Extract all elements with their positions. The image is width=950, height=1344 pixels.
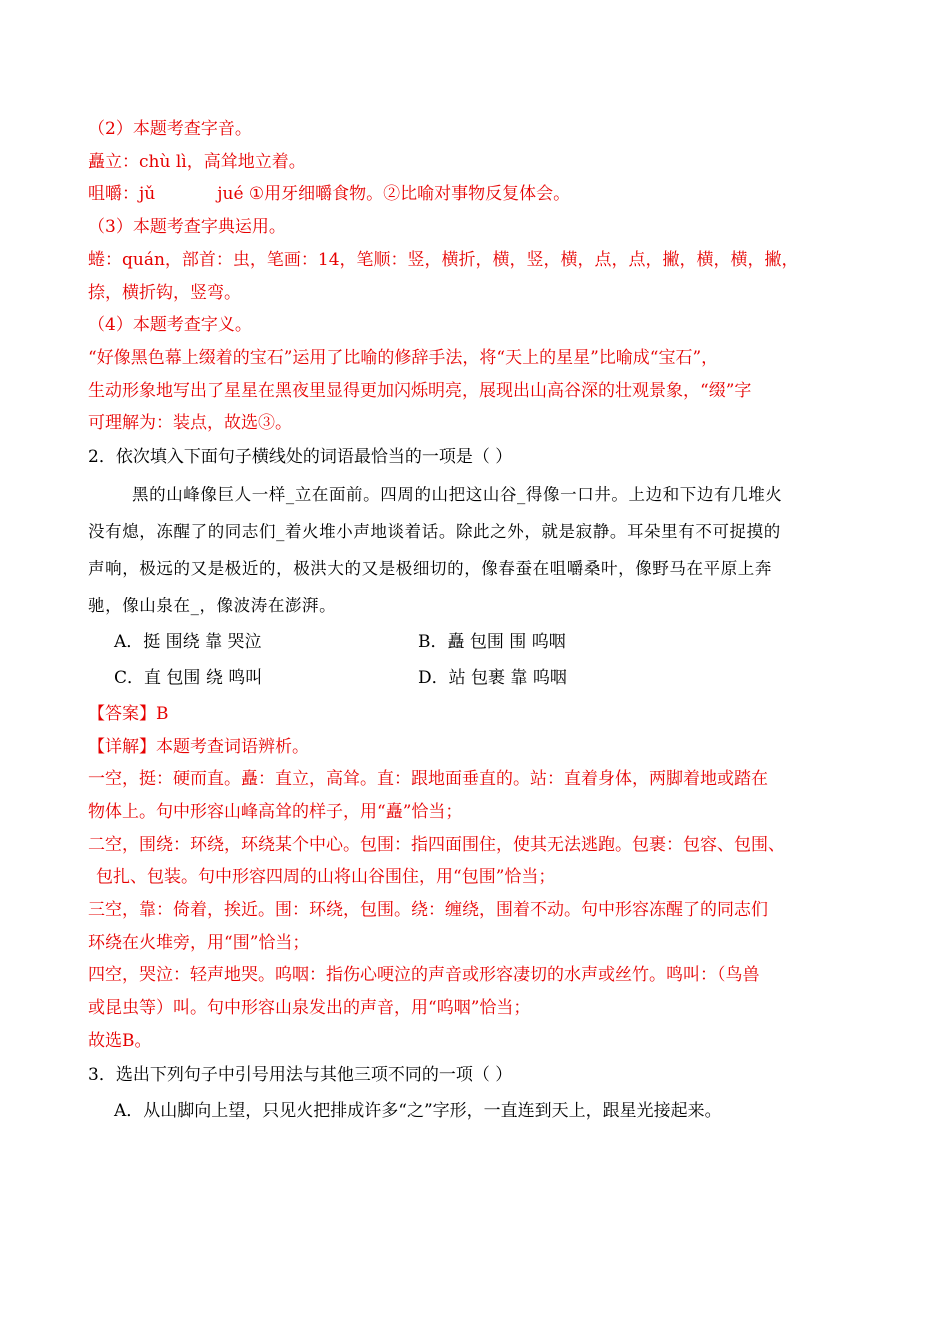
explanation-blank3-line1: 三空，靠：倚着，挨近。围：环绕，包围。绕：缠绕，围着不动。句中形容冻醒了的同志们: [88, 900, 768, 920]
passage-line-4: 驰，像山泉在_，像波涛在澎湃。: [88, 596, 337, 615]
subquestion-2-heading: （2）本题考查字音。: [88, 119, 252, 139]
dictionary-quan-line1: 蜷：quán，部首：虫，笔画：14，笔顺：竖，横折，横，竖，横，点，点，撇，横，横，撇，: [88, 250, 799, 270]
explanation-blank4-line1: 四空，哭泣：轻声地哭。呜咽：指伤心哽泣的声音或形容凄切的水声或丝竹。鸣叫：（鸟兽: [88, 965, 760, 985]
explanation-zhui-line2: 生动形象地写出了星星在黑夜里显得更加闪烁明亮，展现出山高谷深的壮观景象，“缀”字: [88, 381, 752, 401]
pinyin-jujue: [88, 183, 570, 205]
passage-line-3: 声响，极远的又是极近的，极洪大的又是极细切的，像春蚕在咀嚼桑叶，像野马在平原上奔: [88, 559, 772, 578]
subquestion-3-heading: （3）本题考查字典运用。: [88, 217, 286, 237]
question-3-stem: 3．选出下列句子中引号用法与其他三项不同的一项（ ）: [88, 1065, 513, 1085]
explanation-blank3-line2: 环绕在火堆旁，用“围”恰当；: [88, 933, 310, 953]
explanation-blank1-line1: 一空，挺：硬而直。矗：直立，高耸。直：跟地面垂直的。站：直着身体，两脚着地或踏在: [88, 769, 768, 789]
passage-line-2: 没有熄，冻醒了的同志们_着火堆小声地谈着话。除此之外，就是寂静。耳朵里有不可捉摸的: [88, 522, 781, 541]
pinyin-jujue-term: 咀嚼：jǔ: [88, 184, 156, 204]
option-a: A．挺 围绕 靠 哭泣: [114, 632, 262, 652]
question-2-stem: 2．依次填入下面句子横线处的词语最恰当的一项是（ ）: [88, 447, 513, 467]
dictionary-quan-line2: 捺，横折钩，竖弯。: [88, 283, 241, 303]
explanation-blank2-line2: 包扎、包装。句中形容四周的山将山谷围住，用“包围”恰当；: [96, 867, 556, 887]
pinyin-jujue-meaning: jué ①用牙细嚼食物。②比喻对事物反复体会。: [217, 184, 571, 204]
explanation-conclusion: 故选B。: [88, 1031, 152, 1051]
explanation-blank2-line1: 二空，围绕：环绕，环绕某个中心。包围：指四面围住，使其无法逃跑。包裹：包容、包围、: [88, 835, 785, 855]
explanation-zhui-line1: “好像黑色幕上缀着的宝石”运用了比喻的修辞手法，将“天上的星星”比喻成“宝石”，: [88, 348, 719, 368]
explanation-blank1-line2: 物体上。句中形容山峰高耸的样子，用“矗”恰当；: [88, 802, 463, 822]
option-d: D．站 包裹 靠 呜咽: [418, 668, 567, 688]
option-b: B．矗 包围 围 呜咽: [418, 632, 566, 652]
detail-label: 【详解】本题考查词语辨析。: [88, 737, 309, 757]
answer-label: 【答案】B: [88, 704, 169, 724]
question-3-option-a: A．从山脚向上望，只见火把排成许多“之”字形，一直连到天上，跟星光接起来。: [114, 1101, 722, 1121]
explanation-zhui-line3: 可理解为：装点，故选③。: [88, 413, 292, 433]
option-c: C．直 包围 绕 鸣叫: [114, 668, 263, 688]
passage-line-1: 黑的山峰像巨人一样_立在面前。四周的山把这山谷_得像一口井。上边和下边有几堆火: [132, 485, 783, 504]
explanation-blank4-line2: 或昆虫等）叫。句中形容山泉发出的声音，用“呜咽”恰当；: [88, 998, 531, 1018]
subquestion-4-heading: （4）本题考查字义。: [88, 315, 252, 335]
pinyin-chuli: 矗立：chù lì，高耸地立着。: [88, 152, 306, 172]
